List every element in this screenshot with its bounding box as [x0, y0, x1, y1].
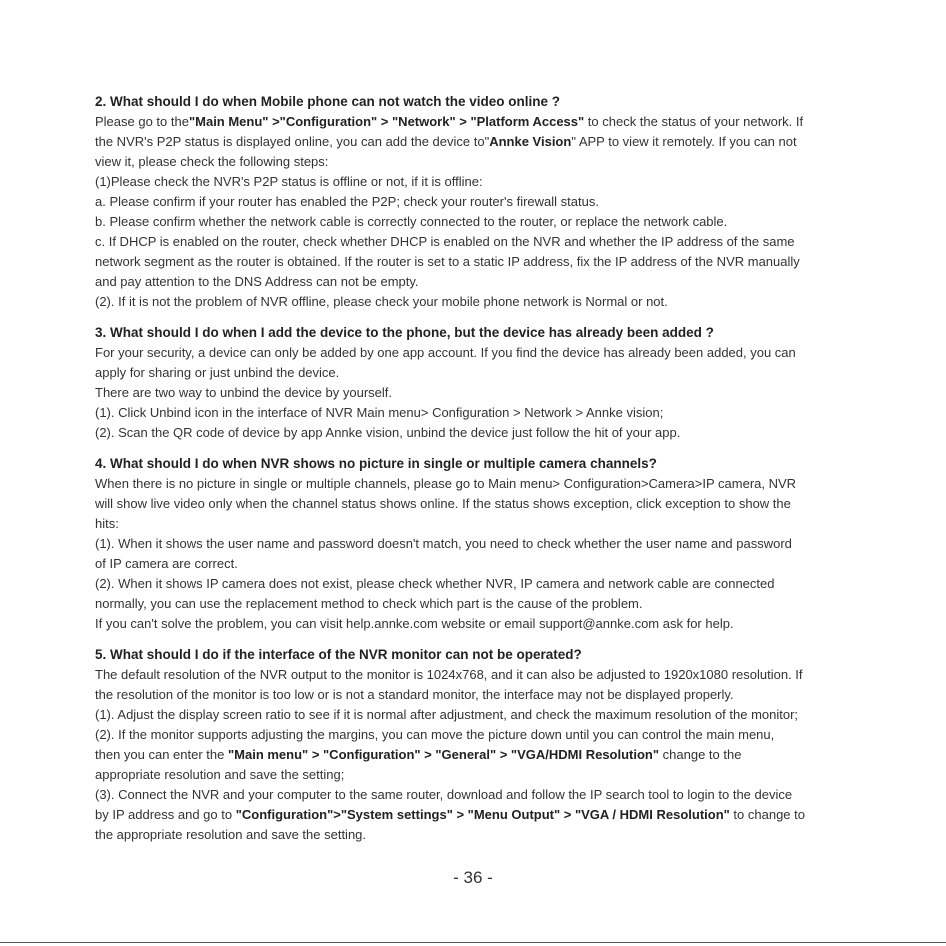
faq-answer-line: [95, 363, 855, 383]
faq-answer-line: [95, 343, 855, 363]
faq-answer-line: [95, 705, 855, 725]
faq-answer-line: [95, 403, 855, 423]
faq-answer-line: [95, 785, 855, 805]
answer-text: appropriate resolution and save the setting;: [95, 767, 345, 782]
faq-answer-line: [95, 212, 855, 232]
answer-text: the NVR's P2P status is displayed online, you can add the device to": [95, 134, 490, 149]
answer-text: (3). Connect the NVR and your computer to the same router, download and follow the IP search tool to login to the device: [95, 787, 793, 802]
answer-text: change to the: [659, 747, 742, 762]
answer-text: then you can enter the: [95, 747, 228, 762]
answer-text: and pay attention to the DNS Address can not be empty.: [95, 274, 419, 289]
faq-answer-line: [95, 554, 855, 574]
faq-answer-line: [95, 514, 855, 534]
faq-answer-line: [95, 152, 855, 172]
answer-text: " APP to view it remotely. If you can not: [571, 134, 797, 149]
answer-text: (2). When it shows IP camera does not exist, please check whether NVR, IP camera and network cable are connected: [95, 576, 775, 591]
answer-text: b. Please confirm whether the network cable is correctly connected to the router, or replace the network cable.: [95, 214, 728, 229]
faq-answer-line: [95, 765, 855, 785]
answer-text: Please go to the: [95, 114, 189, 129]
faq-answer-line: [95, 383, 855, 403]
answer-text: a. Please confirm if your router has enabled the P2P; check your router's firewall status.: [95, 194, 599, 209]
section-gap: [95, 443, 855, 454]
faq-question-heading: 4. What should I do when NVR shows no picture in single or multiple camera channels?: [95, 456, 657, 471]
manual-page-body: [95, 92, 855, 845]
answer-text: network segment as the router is obtained. If the router is set to a static IP address, fix the IP address of the NVR manually: [95, 254, 800, 269]
faq-answer-line: [95, 745, 855, 765]
answer-text: (2). If the monitor supports adjusting the margins, you can move the picture down until you can control the main menu,: [95, 727, 775, 742]
faq-answer-line: [95, 474, 855, 494]
faq-answer-line: [95, 272, 855, 292]
faq-answer-line: [95, 292, 855, 312]
answer-text: to check the status of your network. If: [584, 114, 804, 129]
faq-answer-line: [95, 665, 855, 685]
answer-text: will show live video only when the channel status shows online. If the status shows exception, click exception to show the: [95, 496, 791, 511]
answer-text: c. If DHCP is enabled on the router, check whether DHCP is enabled on the NVR and whether the IP address of the same: [95, 234, 795, 249]
menu-path-text: "Main Menu" >"Configuration" > "Network" > "Platform Access": [188, 114, 585, 129]
faq-answer-line: [95, 825, 855, 845]
faq-answer-line: [95, 594, 855, 614]
answer-text: the resolution of the monitor is too low or is not a standard monitor, the interface may not be displayed properly.: [95, 687, 734, 702]
faq-question-heading: 3. What should I do when I add the device to the phone, but the device has already been added ?: [95, 325, 714, 340]
answer-text: hits:: [95, 516, 119, 531]
answer-text: of IP camera are correct.: [95, 556, 238, 571]
answer-text: If you can't solve the problem, you can visit help.annke.com website or email support@annke.com ask for help.: [95, 616, 734, 631]
faq-answer-line: [95, 685, 855, 705]
menu-path-text: "Main menu" > "Configuration" > "General" > "VGA/HDMI Resolution": [227, 747, 660, 762]
faq-answer-line: [95, 132, 855, 152]
menu-path-text: "Configuration">"System settings" > "Menu Output" > "VGA / HDMI Resolution": [235, 807, 730, 822]
answer-text: normally, you can use the replacement method to check which part is the cause of the problem.: [95, 596, 643, 611]
answer-text: (2). Scan the QR code of device by app Annke vision, unbind the device just follow the hit of your app.: [95, 425, 681, 440]
menu-path-text: Annke Vision: [489, 134, 572, 149]
bottom-rule: [0, 942, 946, 943]
faq-answer-line: [95, 423, 855, 443]
answer-text: (2). If it is not the problem of NVR offline, please check your mobile phone network is Normal or not.: [95, 294, 668, 309]
faq-question-heading: 2. What should I do when Mobile phone can not watch the video online ?: [95, 94, 561, 109]
answer-text: to change to: [729, 807, 805, 822]
faq-answer-line: [95, 805, 855, 825]
answer-text: (1). Adjust the display screen ratio to see if it is normal after adjustment, and check the maximum resolution of the monitor;: [95, 707, 799, 722]
faq-answer-line: [95, 494, 855, 514]
faq-answer-line: [95, 232, 855, 252]
answer-text: When there is no picture in single or multiple channels, please go to Main menu> Configuration>Camera>IP camera, NVR: [95, 476, 797, 491]
answer-text: For your security, a device can only be added by one app account. If you find the device has already been added, you can: [95, 345, 796, 360]
answer-text: view it, please check the following steps:: [95, 154, 329, 169]
answer-text: by IP address and go to: [95, 807, 236, 822]
answer-text: (1). When it shows the user name and password doesn't match, you need to check whether the user name and password: [95, 536, 792, 551]
answer-text: There are two way to unbind the device by yourself.: [95, 385, 392, 400]
faq-answer-line: [95, 172, 855, 192]
page-number: - 36 -: [453, 868, 493, 887]
section-gap: [95, 634, 855, 645]
faq-answer-line: [95, 725, 855, 745]
faq-answer-line: [95, 614, 855, 634]
faq-answer-line: [95, 534, 855, 554]
faq-answer-line: [95, 112, 855, 132]
answer-text: (1)Please check the NVR's P2P status is offline or not, if it is offline:: [95, 174, 483, 189]
answer-text: (1). Click Unbind icon in the interface of NVR Main menu> Configuration > Network > Annke vision;: [95, 405, 664, 420]
faq-question-heading: 5. What should I do if the interface of the NVR monitor can not be operated?: [95, 647, 582, 662]
answer-text: the appropriate resolution and save the setting.: [95, 827, 367, 842]
faq-answer-line: [95, 252, 855, 272]
faq-answer-line: [95, 192, 855, 212]
answer-text: apply for sharing or just unbind the device.: [95, 365, 340, 380]
faq-answer-line: [95, 574, 855, 594]
answer-text: The default resolution of the NVR output to the monitor is 1024x768, and it can also be adjusted to 1920x1080 resolution. If: [95, 667, 803, 682]
section-gap: [95, 312, 855, 323]
